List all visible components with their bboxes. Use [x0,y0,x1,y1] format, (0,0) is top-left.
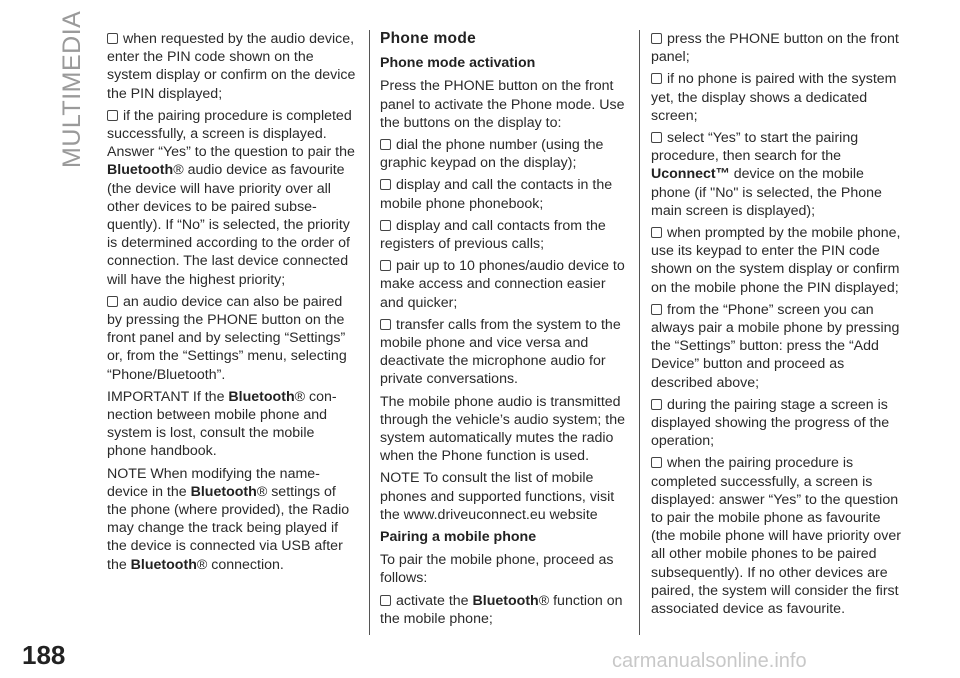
important-note: IMPORTANT If the Bluetooth® con-nection between mobile phone and system is lost, consult the mobile phone handbook. [107,388,337,460]
checkbox-bullet-icon [380,179,391,190]
checkbox-bullet-icon [651,73,662,84]
checkbox-bullet-icon [380,319,391,330]
section-heading: Phone mode [380,30,477,47]
list-item: pair up to 10 phones/audio device to make access and connection easier and quicker; [380,258,625,311]
paragraph: Press the PHONE button on the front panel to activate the Phone mode. Use the buttons on the display to: [380,78,625,131]
watermark: carmanualsonline.info [612,650,807,672]
checkbox-bullet-icon [380,220,391,231]
list-item: activate the Bluetooth® function on the mobile phone; [380,592,623,627]
checkbox-bullet-icon [107,296,118,307]
section-side-title [50,10,90,168]
list-item: during the pairing stage a screen is displayed showing the progress of the operation; [651,396,890,450]
list-item: an audio device can also be paired by pressing the PHONE button on the front panel and by selecting “Settings” or, from the “Settings” menu, selecting “Phone/Bluetooth”. [107,293,347,383]
list-item: if the pairing procedure is completed successfully, a screen is displayed. Answer “Yes” to the question to pair the Bluetooth® audio device as favourite (the device will have priority over all other devices to be paired subse-quently). If “No” is selected, the priority is determined according to the order of connection. The last device connected will have the highest priority; [107,107,355,288]
note-paragraph: NOTE When modifying the name-device in the Bluetooth® settings of the phone (where provided), the Radio may change the track being played if the device is connected via USB after the Bluetooth® connection. [107,465,350,573]
list-item: transfer calls from the system to the mobile phone and vice versa and deactivate the microphone audio for private conversations. [380,316,621,388]
list-item: when the pairing procedure is completed successfully, a screen is displayed: answer “Yes” to the question to pair the mobile phone as favourite (the mobile phone will have priority over all other mobile phones to be paired subsequently). If no other devices are paired, the system will consider the first associated device as favourite. [651,455,901,618]
list-item: press the PHONE button on the front panel; [651,31,899,66]
list-item: when prompted by the mobile phone, use its keypad to enter the PIN code shown on the system display or confirm on the mobile phone the PIN displayed; [651,225,901,296]
list-item: dial the phone number (using the graphic keypad on the display); [380,137,604,172]
paragraph: The mobile phone audio is transmitted through the vehicle’s audio system; the system automatically mutes the radio when the Phone function is used. [380,393,626,465]
note-paragraph: NOTE To consult the list of mobile phones and supported functions, visit the www.driveuconnect.eu website [380,470,615,523]
checkbox-bullet-icon [651,399,662,410]
text-column-2 [380,30,630,632]
checkbox-bullet-icon [380,139,391,150]
list-item: from the “Phone” screen you can always pair a mobile phone by pressing the “Settings” button: press the “Add Device” button and proceed as described above; [651,301,900,391]
subheading-activation: Phone mode activation [380,55,536,72]
checkbox-bullet-icon [380,260,391,271]
checkbox-bullet-icon [380,595,391,606]
column-divider-2 [639,30,640,635]
subheading-pairing: Pairing a mobile phone [380,529,537,546]
text-column-1 [107,30,357,578]
checkbox-bullet-icon [651,33,662,44]
checkbox-bullet-icon [651,457,662,468]
text-column-3 [651,30,903,622]
section-side-title-text: MULTIMEDIA [58,10,86,168]
list-item: if no phone is paired with the system yet, the display shows a dedicated screen; [651,71,897,124]
list-item: display and call contacts from the registers of previous calls; [380,217,606,253]
checkbox-bullet-icon [651,304,662,315]
page-number: 188 [22,640,66,670]
checkbox-bullet-icon [107,110,118,121]
list-item: select “Yes” to start the pairing procedure, then search for the Uconnect™ device on the mobile phone (if "No" is selected, the Phone main screen is displayed); [651,130,882,219]
checkbox-bullet-icon [651,227,662,238]
list-item: display and call the contacts in the mobile phone phonebook; [380,177,613,212]
checkbox-bullet-icon [107,33,118,44]
column-divider-1 [369,30,370,635]
paragraph: To pair the mobile phone, proceed as follows: [380,552,614,587]
list-item: when requested by the audio device, enter the PIN code shown on the system display or confirm on the device the PIN displayed; [107,31,356,102]
checkbox-bullet-icon [651,132,662,143]
